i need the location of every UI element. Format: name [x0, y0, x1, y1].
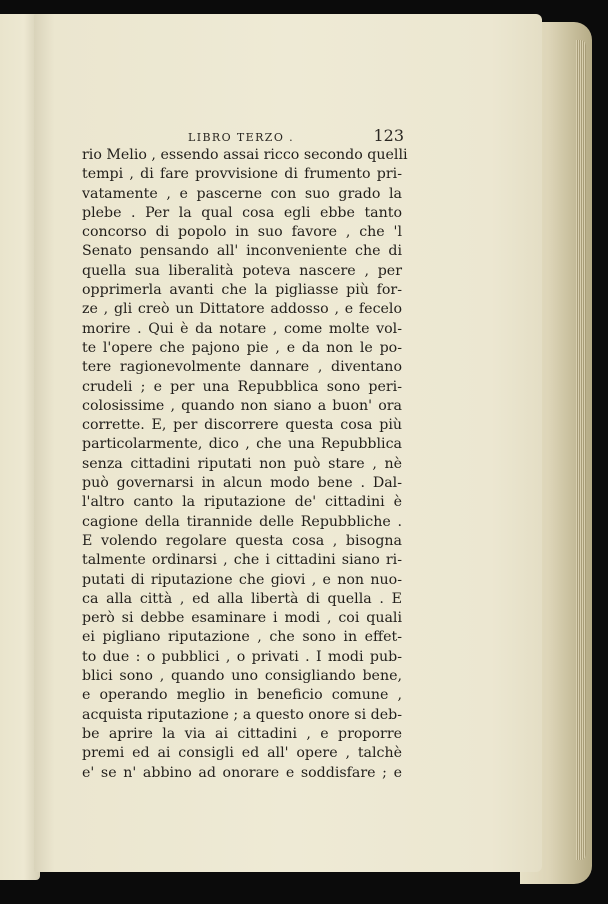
text-line: e' se n' abbino ad onorare e soddisfare ; e — [82, 764, 402, 781]
text-line: crudeli ; e per una Repubblica sono peri- — [82, 378, 402, 395]
text-line: blici sono , quando uno consigliando bene, — [82, 668, 402, 685]
body-text — [82, 146, 408, 783]
text-line: E volendo regolare questa cosa , bisogna — [82, 532, 402, 549]
text-line: plebe . Per la qual cosa egli ebbe tanto — [82, 204, 402, 221]
running-head-title: LIBRO TERZO . — [188, 131, 295, 144]
text-line: ca alla città , ed alla libertà di quella . E — [82, 590, 402, 607]
text-line: morire . Qui è da notare , come molte vol- — [82, 320, 402, 337]
text-line: opprimerla avanti che la pigliasse più for- — [82, 282, 402, 299]
text-line: premi ed ai consigli ed all' opere , talchè — [82, 745, 402, 762]
text-line: colosissime , quando non siano a buon' ora — [82, 397, 402, 414]
text-line: senza cittadini riputati non può stare , nè — [82, 455, 402, 472]
text-line: Senato pensando all' inconveniente che di — [82, 243, 402, 260]
text-line: ze , gli creò un Dittatore addosso , e fecelo — [82, 301, 402, 318]
text-line: vatamente , e pascerne con suo grado la — [82, 185, 402, 202]
text-line: l'altro canto la riputazione de' cittadini è — [82, 494, 402, 511]
page-number: 123 — [373, 126, 404, 145]
text-line: talmente ordinarsi , che i cittadini siano ri- — [82, 552, 402, 569]
text-line: concorso di popolo in suo favore , che 'l — [82, 224, 402, 241]
text-line: te l'opere che pajono pie , e da non le po- — [82, 339, 402, 356]
text-line: tempi , di fare provvisione di frumento pri- — [82, 166, 402, 183]
text-line: quella sua liberalità poteva nascere , per — [82, 262, 402, 279]
text-line: ei pigliano riputazione , che sono in effet- — [82, 629, 402, 646]
text-line: tere ragionevolmente dannare , diventano — [82, 359, 402, 376]
text-line: corrette. E, per discorrere questa cosa più — [82, 417, 402, 434]
text-line: particolarmente, dico , che una Repubblica — [82, 436, 402, 453]
running-head — [188, 126, 404, 146]
text-line: e operando meglio in beneficio comune , — [82, 687, 402, 704]
text-line: acquista riputazione ; a questo onore si deb- — [82, 706, 402, 723]
page-stack-edge — [576, 40, 586, 860]
text-line: può governarsi in alcun modo bene . Dal- — [82, 475, 402, 492]
text-line: rio Melio , essendo assai ricco secondo quelli — [82, 147, 408, 163]
text-line: be aprire la via ai cittadini , e proporre — [82, 725, 402, 742]
text-line: putati di riputazione che giovi , e non nuo- — [82, 571, 402, 588]
text-line: cagione della tirannide delle Repubbliche . — [82, 513, 402, 530]
text-line: però si debbe esaminare i modi , coi quali — [82, 610, 402, 627]
text-line: to due : o pubblici , o privati . I modi pub- — [82, 648, 402, 665]
